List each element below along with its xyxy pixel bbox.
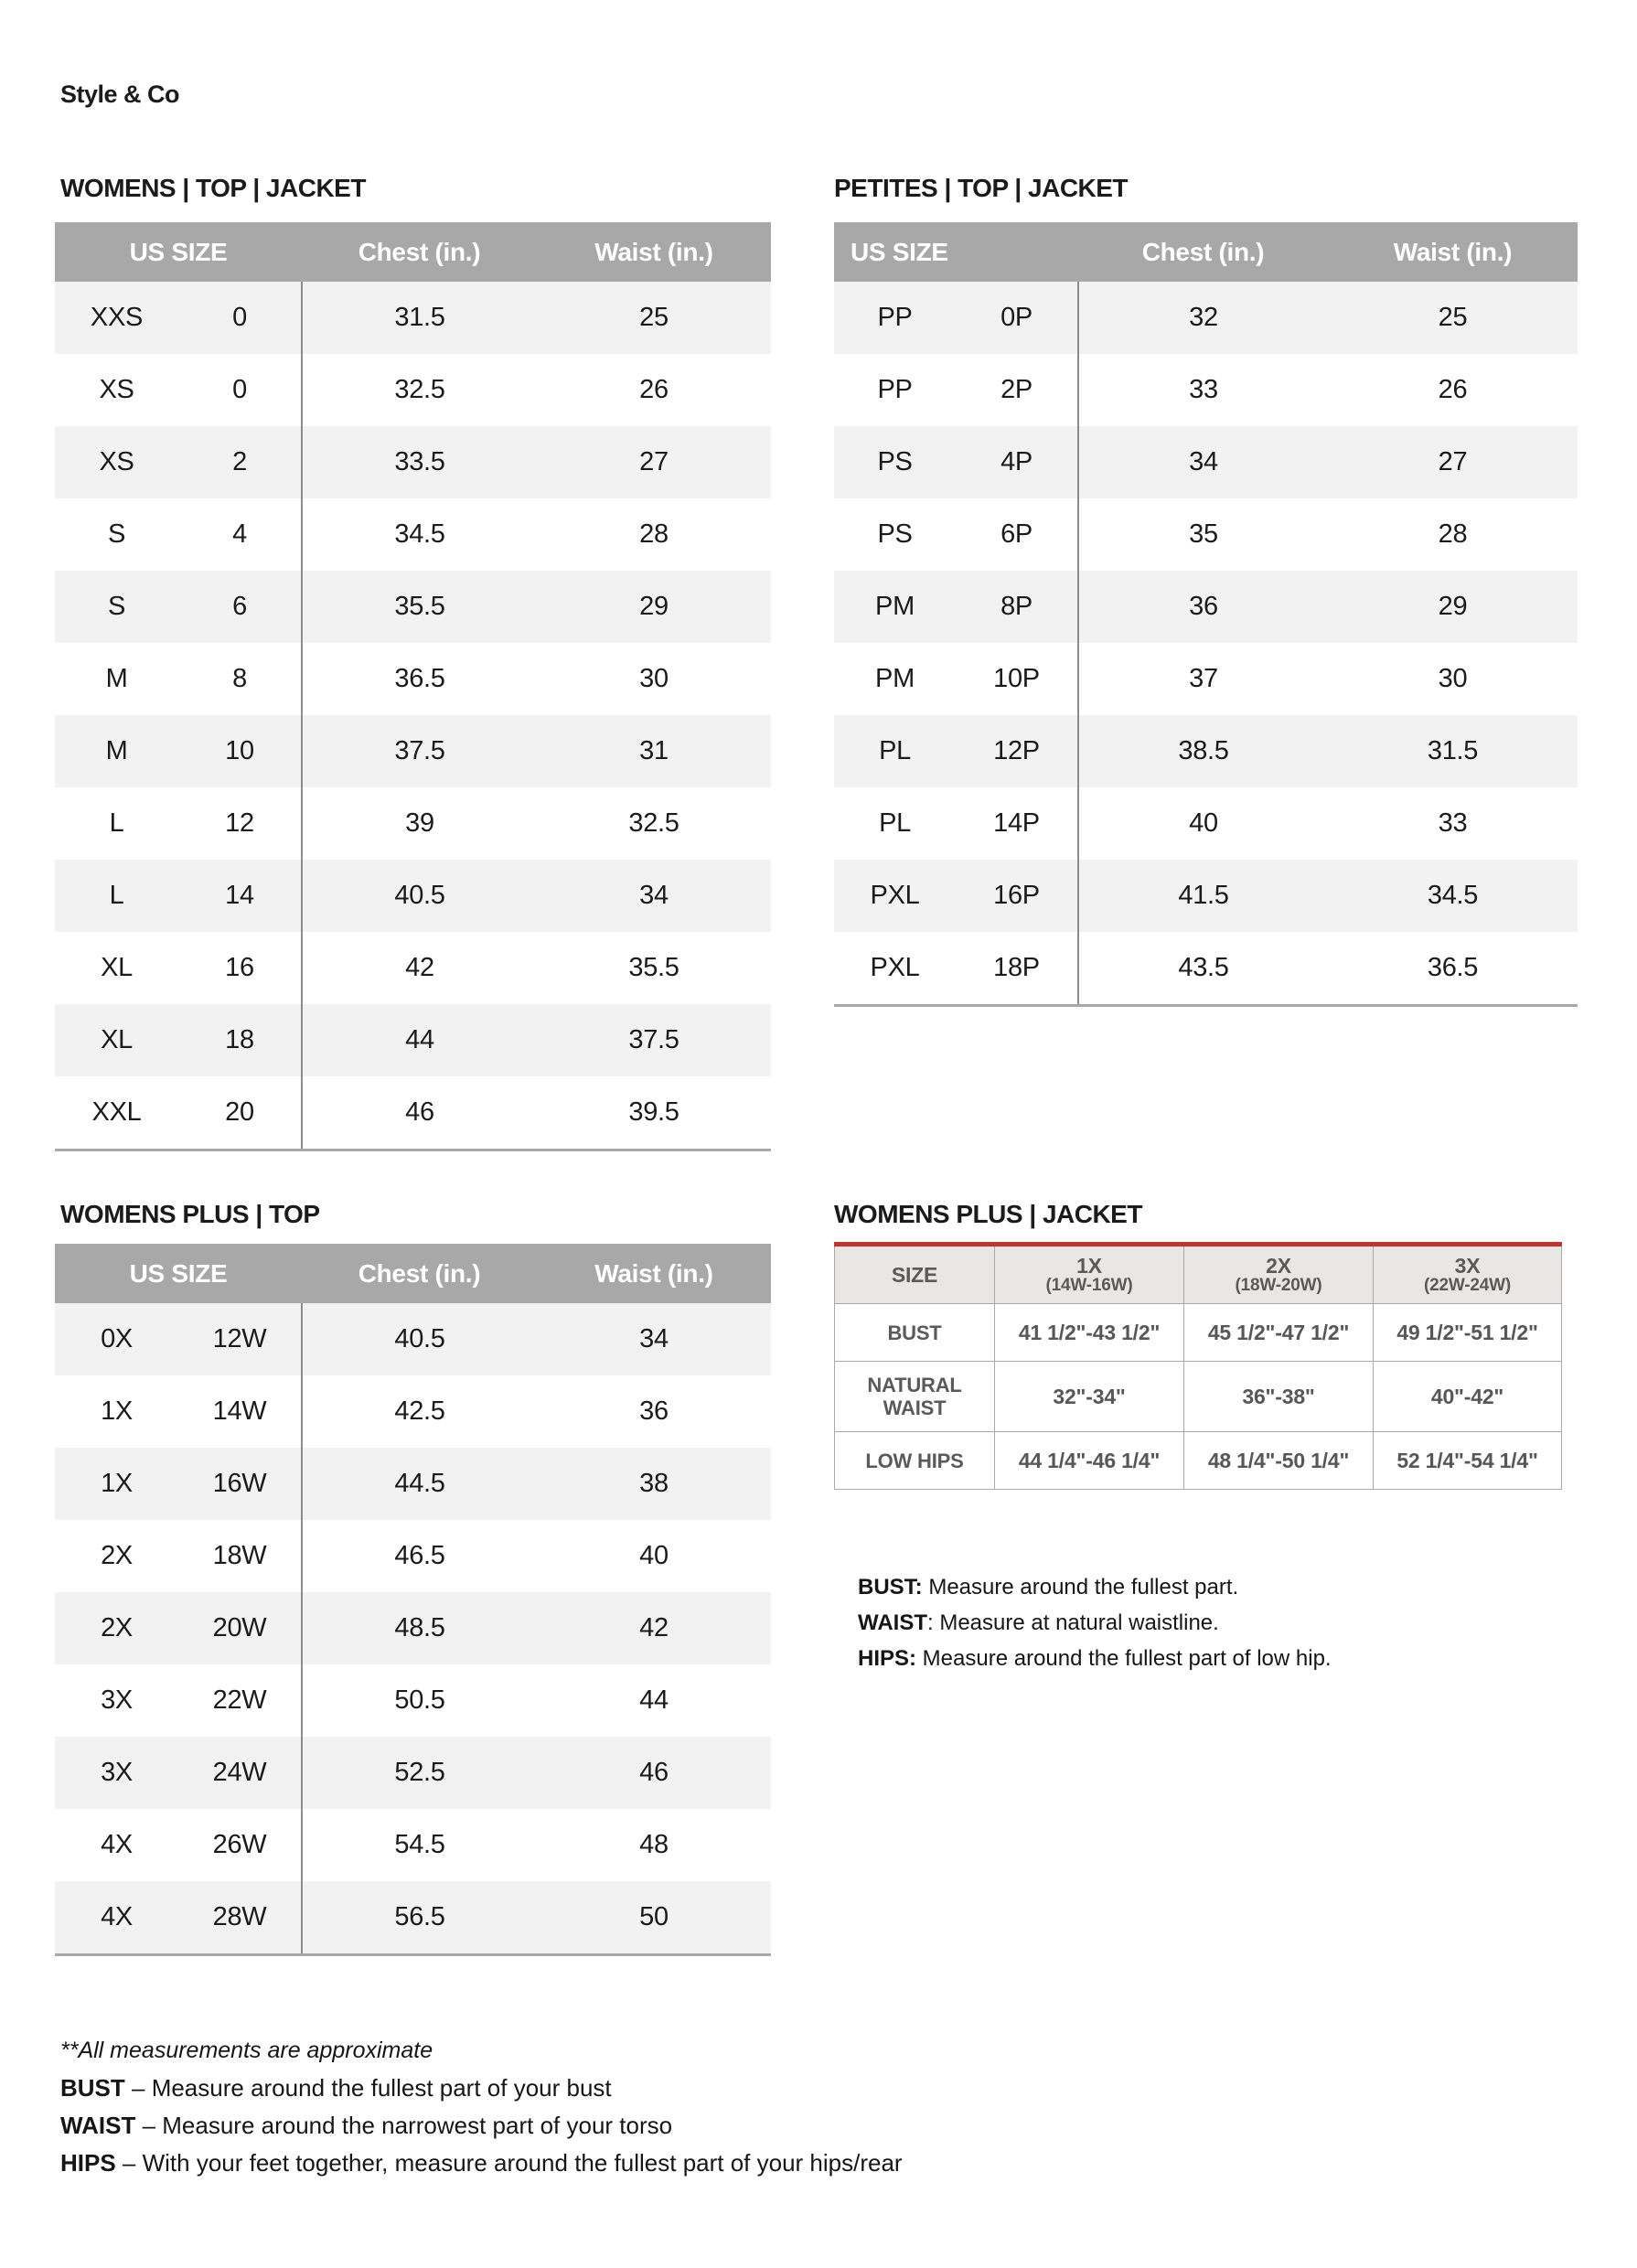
- waist-cell: 28: [1438, 519, 1468, 549]
- footer-bust-label: BUST: [60, 2074, 125, 2102]
- size-1x-range: (14W-16W): [1045, 1276, 1133, 1295]
- footer-waist-text: – Measure around the narrowest part of your torso: [135, 2112, 673, 2139]
- chest-cell: 36: [1078, 571, 1328, 643]
- chest-cell: 33: [1078, 354, 1328, 426]
- size-cell: 3X: [101, 1758, 133, 1787]
- size-cell: PM: [875, 592, 915, 621]
- num-cell: 12: [225, 808, 254, 838]
- chest-cell: 54.5: [302, 1809, 537, 1881]
- num-cell: 26W: [212, 1830, 267, 1859]
- size-cell: XS: [99, 447, 134, 476]
- num-cell: 0P: [1000, 303, 1032, 332]
- waist-cell: 26: [639, 375, 669, 404]
- heading-womens-plus-top: WOMENS PLUS | TOP: [60, 1200, 320, 1228]
- waist-cell: 48: [639, 1830, 669, 1859]
- num-cell: 4P: [1000, 447, 1032, 476]
- jacket-row-natural-waist: [835, 1362, 1562, 1432]
- size-cell: M: [105, 664, 128, 693]
- num-cell: 14P: [993, 808, 1040, 838]
- size-cell: 2X: [101, 1613, 133, 1642]
- waist-cell: 36: [639, 1396, 669, 1426]
- chest-cell: 38.5: [1078, 715, 1328, 787]
- chest-cell: 31.5: [302, 282, 537, 354]
- size-2x-label: 2X: [1266, 1254, 1291, 1278]
- footer-waist-label: WAIST: [60, 2112, 136, 2139]
- col-waist: Waist (in.): [1328, 222, 1578, 282]
- col-2x: [1184, 1245, 1374, 1304]
- table-body: [55, 1303, 771, 1955]
- petites-top-jacket-table: [834, 222, 1578, 1007]
- table-row: [834, 787, 1578, 860]
- chest-cell: 33.5: [302, 426, 537, 498]
- footer-notes: [60, 2032, 903, 2182]
- size-cell: 0X: [101, 1324, 133, 1353]
- num-cell: 0: [232, 303, 247, 332]
- note-hips-text: Measure around the fullest part of low hip.: [916, 1646, 1332, 1671]
- size-cell: XXS: [90, 303, 144, 332]
- col-1x: [995, 1245, 1184, 1304]
- chest-cell: 50.5: [302, 1664, 537, 1737]
- womens-plus-jacket-table: [834, 1242, 1562, 1490]
- table-row: [55, 1592, 771, 1664]
- note-bust-label: BUST:: [858, 1575, 923, 1599]
- size-cell: PS: [877, 447, 913, 476]
- row-label-natural-waist: NATURAL WAIST: [835, 1362, 995, 1432]
- table-body: [55, 282, 771, 1150]
- waist-1x: 32"-34": [995, 1362, 1184, 1432]
- num-cell: 0: [232, 375, 247, 404]
- size-cell: PS: [877, 519, 913, 549]
- num-cell: 8P: [1000, 592, 1032, 621]
- table-header-row: [55, 1244, 771, 1303]
- chest-cell: 39: [302, 787, 537, 860]
- footer-hips-label: HIPS: [60, 2149, 116, 2177]
- num-cell: 16P: [993, 881, 1040, 910]
- heading-petites-top-jacket: PETITES | TOP | JACKET: [834, 174, 1129, 202]
- num-cell: 18: [225, 1025, 254, 1054]
- jacket-row-low-hips: [835, 1432, 1562, 1490]
- col-chest: Chest (in.): [1078, 222, 1328, 282]
- jacket-measure-notes: [858, 1569, 1332, 1676]
- waist-cell: 38: [639, 1469, 669, 1498]
- chest-cell: 36.5: [302, 643, 537, 715]
- table-row: [55, 1520, 771, 1592]
- jacket-row-bust: [835, 1304, 1562, 1362]
- table-body: [834, 282, 1578, 1006]
- num-cell: 20: [225, 1097, 254, 1127]
- table-row: [834, 354, 1578, 426]
- num-cell: 14W: [212, 1396, 267, 1426]
- table-row: [834, 932, 1578, 1006]
- col-waist: Waist (in.): [537, 222, 771, 282]
- chest-cell: 37.5: [302, 715, 537, 787]
- table-row: [834, 715, 1578, 787]
- size-cell: S: [107, 519, 126, 549]
- waist-cell: 42: [639, 1613, 669, 1642]
- table-row: [834, 571, 1578, 643]
- num-cell: 22W: [212, 1685, 267, 1715]
- col-us-size: US SIZE: [55, 222, 302, 282]
- table-row: [55, 1737, 771, 1809]
- table-row: [55, 1375, 771, 1448]
- footer-waist: [60, 2107, 903, 2145]
- table-row: [55, 1448, 771, 1520]
- col-us-size: US SIZE: [55, 1244, 302, 1303]
- waist-cell: 26: [1438, 375, 1468, 404]
- waist-cell: 46: [639, 1758, 669, 1787]
- size-cell: 3X: [101, 1685, 133, 1715]
- chest-cell: 44.5: [302, 1448, 537, 1520]
- waist-cell: 50: [639, 1902, 669, 1931]
- num-cell: 2P: [1000, 375, 1032, 404]
- size-3x-label: 3X: [1454, 1254, 1481, 1278]
- num-cell: 2: [232, 447, 247, 476]
- bust-1x: 41 1/2"-43 1/2": [995, 1304, 1184, 1362]
- num-cell: 14: [225, 881, 254, 910]
- chest-cell: 52.5: [302, 1737, 537, 1809]
- table-row: [55, 860, 771, 932]
- table-row: [55, 498, 771, 571]
- waist-cell: 31: [639, 736, 669, 765]
- table-row: [55, 426, 771, 498]
- col-waist: Waist (in.): [537, 1244, 771, 1303]
- waist-cell: 37.5: [628, 1025, 679, 1054]
- hips-2x: 48 1/4"-50 1/4": [1184, 1432, 1374, 1490]
- chest-cell: 40.5: [302, 1303, 537, 1375]
- chest-cell: 56.5: [302, 1881, 537, 1955]
- waist-cell: 34: [639, 1324, 669, 1353]
- waist-cell: 30: [1438, 664, 1468, 693]
- size-cell: 2X: [101, 1541, 133, 1570]
- table-row: [55, 1076, 771, 1150]
- womens-plus-top-table: [55, 1244, 771, 1956]
- num-cell: 18P: [993, 953, 1040, 982]
- footer-hips: [60, 2145, 903, 2182]
- size-1x-label: 1X: [1076, 1254, 1102, 1278]
- size-3x-range: (22W-24W): [1424, 1276, 1511, 1295]
- chest-cell: 44: [302, 1004, 537, 1076]
- table-row: [55, 282, 771, 354]
- table-row: [834, 860, 1578, 932]
- chest-cell: 42: [302, 932, 537, 1004]
- waist-2x: 36"-38": [1184, 1362, 1374, 1432]
- table-header: [55, 222, 771, 282]
- waist-cell: 34: [639, 881, 669, 910]
- row-label-bust: BUST: [835, 1304, 995, 1362]
- num-cell: 18W: [212, 1541, 267, 1570]
- size-cell: PL: [879, 808, 911, 838]
- chest-cell: 46.5: [302, 1520, 537, 1592]
- footer-bust-text: – Measure around the fullest part of your bust: [124, 2074, 612, 2102]
- size-cell: PXL: [870, 881, 920, 910]
- num-cell: 10P: [993, 664, 1040, 693]
- num-cell: 8: [232, 664, 247, 693]
- waist-cell: 32.5: [628, 808, 679, 838]
- hips-3x: 52 1/4"-54 1/4": [1374, 1432, 1562, 1490]
- footer-hips-text: – With your feet together, measure around the fullest part of your hips/rear: [115, 2149, 903, 2177]
- table-row: [55, 787, 771, 860]
- waist-cell: 31.5: [1427, 736, 1479, 765]
- num-cell: 4: [232, 519, 247, 549]
- chest-cell: 40: [1078, 787, 1328, 860]
- table-row: [55, 1881, 771, 1955]
- size-cell: L: [109, 808, 124, 838]
- size-cell: PP: [877, 375, 913, 404]
- size-cell: M: [105, 736, 128, 765]
- num-cell: 16W: [212, 1469, 267, 1498]
- table-row: [55, 1809, 771, 1881]
- size-cell: 4X: [101, 1902, 133, 1931]
- num-cell: 20W: [212, 1613, 267, 1642]
- table-row: [834, 498, 1578, 571]
- footer-bust: [60, 2070, 903, 2107]
- size-cell: XS: [99, 375, 134, 404]
- bust-3x: 49 1/2"-51 1/2": [1374, 1304, 1562, 1362]
- size-cell: S: [107, 592, 126, 621]
- waist-cell: 27: [1438, 447, 1468, 476]
- size-cell: L: [109, 881, 124, 910]
- chest-cell: 32: [1078, 282, 1328, 354]
- table-row: [55, 1303, 771, 1375]
- hips-1x: 44 1/4"-46 1/4": [995, 1432, 1184, 1490]
- table-row: [55, 354, 771, 426]
- chest-cell: 34.5: [302, 498, 537, 571]
- chest-cell: 41.5: [1078, 860, 1328, 932]
- table-row: [55, 643, 771, 715]
- table-row: [834, 643, 1578, 715]
- chest-cell: 48.5: [302, 1592, 537, 1664]
- waist-cell: 36.5: [1427, 953, 1479, 982]
- table-row: [834, 282, 1578, 354]
- size-cell: PXL: [870, 953, 920, 982]
- note-waist: [858, 1605, 1332, 1641]
- waist-cell: 27: [639, 447, 669, 476]
- waist-3x: 40"-42": [1374, 1362, 1562, 1432]
- waist-cell: 35.5: [628, 953, 679, 982]
- chest-cell: 42.5: [302, 1375, 537, 1448]
- col-us-size: US SIZE: [834, 222, 1078, 282]
- note-bust: [858, 1569, 1332, 1605]
- chest-cell: 34: [1078, 426, 1328, 498]
- size-cell: PM: [875, 664, 915, 693]
- note-hips: [858, 1641, 1332, 1676]
- chest-cell: 46: [302, 1076, 537, 1150]
- waist-cell: 30: [639, 664, 669, 693]
- size-cell: XXL: [91, 1097, 142, 1127]
- waist-cell: 28: [639, 519, 669, 549]
- col-chest: Chest (in.): [302, 222, 537, 282]
- waist-cell: 29: [1438, 592, 1468, 621]
- table-row: [55, 932, 771, 1004]
- waist-cell: 29: [639, 592, 669, 621]
- num-cell: 6: [232, 592, 247, 621]
- table-header: [55, 1244, 771, 1303]
- row-label-low-hips: LOW HIPS: [835, 1432, 995, 1490]
- disclaimer: **All measurements are approximate: [60, 2038, 433, 2063]
- note-hips-label: HIPS:: [858, 1646, 917, 1671]
- chest-cell: 43.5: [1078, 932, 1328, 1006]
- waist-cell: 34.5: [1427, 881, 1479, 910]
- note-waist-label: WAIST: [858, 1610, 927, 1635]
- col-size: SIZE: [835, 1245, 995, 1304]
- waist-cell: 33: [1438, 808, 1468, 838]
- heading-womens-plus-jacket: WOMENS PLUS | JACKET: [834, 1200, 1142, 1228]
- num-cell: 24W: [212, 1758, 267, 1787]
- brand-title: Style & Co: [60, 80, 180, 108]
- jacket-header-row: [835, 1245, 1562, 1304]
- waist-cell: 39.5: [628, 1097, 679, 1127]
- num-cell: 6P: [1000, 519, 1032, 549]
- num-cell: 16: [225, 953, 254, 982]
- table-row: [834, 426, 1578, 498]
- size-cell: 1X: [101, 1469, 133, 1498]
- table-header: [834, 222, 1578, 282]
- waist-cell: 25: [1438, 303, 1468, 332]
- num-cell: 28W: [212, 1902, 267, 1931]
- heading-womens-top-jacket: WOMENS | TOP | JACKET: [60, 174, 366, 202]
- size-cell: 4X: [101, 1830, 133, 1859]
- bust-2x: 45 1/2"-47 1/2": [1184, 1304, 1374, 1362]
- chest-cell: 35.5: [302, 571, 537, 643]
- waist-cell: 25: [639, 303, 669, 332]
- chest-cell: 37: [1078, 643, 1328, 715]
- table-row: [55, 715, 771, 787]
- col-chest: Chest (in.): [302, 1244, 537, 1303]
- note-bust-text: Measure around the fullest part.: [922, 1575, 1239, 1599]
- womens-top-jacket-table: [55, 222, 771, 1151]
- waist-cell: 40: [639, 1541, 669, 1570]
- note-waist-text: : Measure at natural waistline.: [927, 1610, 1219, 1635]
- table-header-row: [55, 222, 771, 282]
- col-3x: [1374, 1245, 1562, 1304]
- chest-cell: 32.5: [302, 354, 537, 426]
- num-cell: 10: [225, 736, 254, 765]
- table-header-row: [834, 222, 1578, 282]
- num-cell: 12W: [212, 1324, 267, 1353]
- size-cell: XL: [101, 1025, 133, 1054]
- num-cell: 12P: [993, 736, 1040, 765]
- table-row: [55, 1664, 771, 1737]
- table-row: [55, 571, 771, 643]
- size-cell: PP: [877, 303, 913, 332]
- table-row: [55, 1004, 771, 1076]
- size-cell: 1X: [101, 1396, 133, 1426]
- chest-cell: 40.5: [302, 860, 537, 932]
- size-2x-range: (18W-20W): [1235, 1276, 1322, 1295]
- chest-cell: 35: [1078, 498, 1328, 571]
- size-cell: XL: [101, 953, 133, 982]
- waist-cell: 44: [639, 1685, 669, 1715]
- size-cell: PL: [879, 736, 911, 765]
